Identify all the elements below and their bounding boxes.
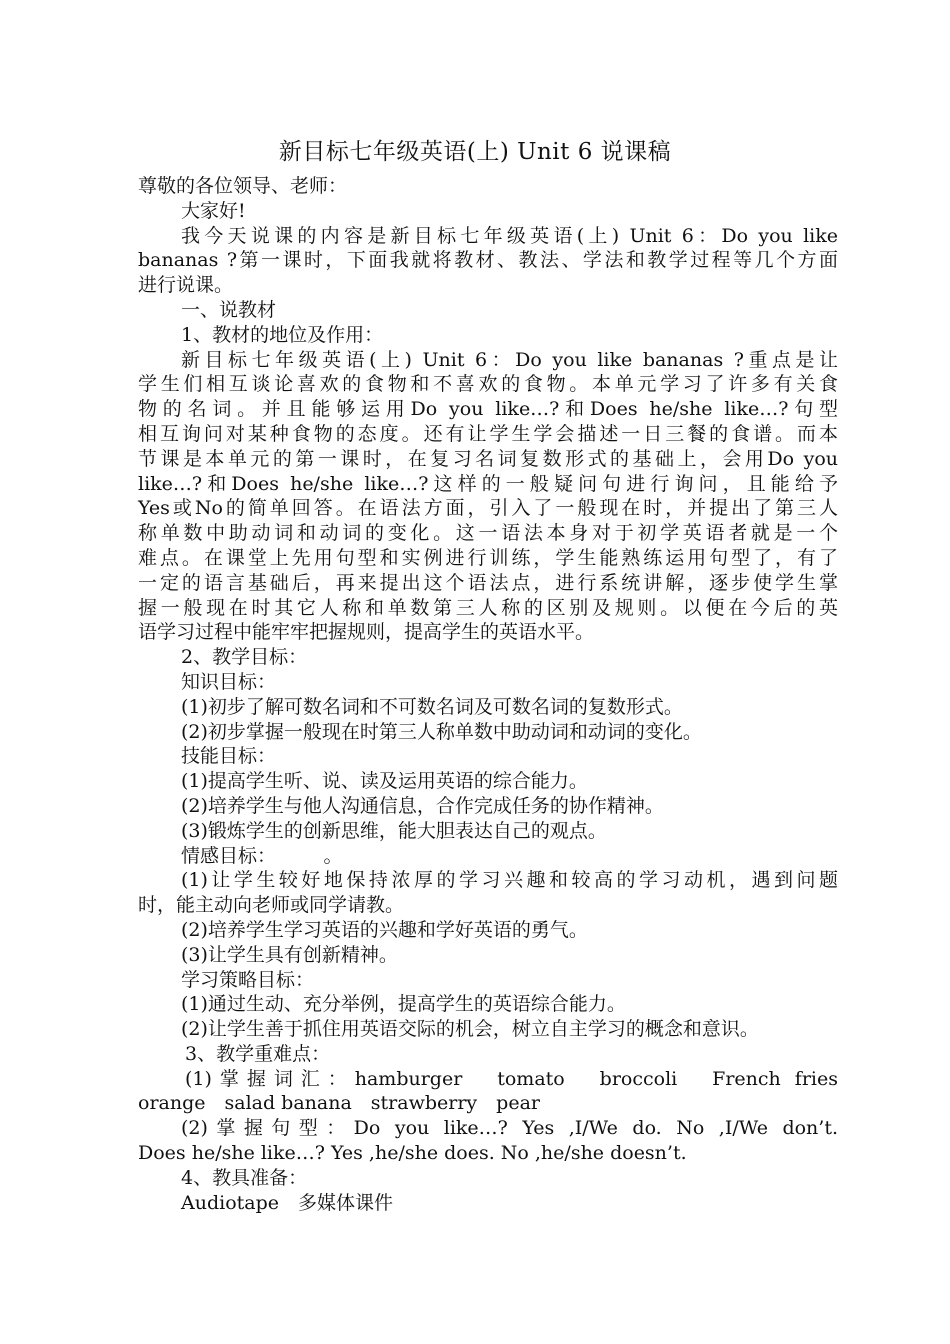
teaching-aids: Audiotape 多媒体课件 <box>181 1191 394 1214</box>
salutation: 尊敬的各位领导、老师： <box>138 175 348 197</box>
paragraph-line: 一定的语言基础后，再来提出这个语法点，进行系统讲解，逐步使学生掌 <box>138 571 838 594</box>
goal-item: (1)初步了解可数名词和不可数名词及可数名词的复数形式。 <box>181 695 683 718</box>
paragraph-line: 称单数中助动词和动词的变化。这一语法本身对于初学英语者就是一个 <box>138 522 838 545</box>
goal-item: (1)通过生动、充分举例，提高学生的英语综合能力。 <box>181 993 626 1016</box>
paragraph-line: Yes或No的简单回答。在语法方面，引入了一般现在时，并提出了第三人 <box>138 497 838 520</box>
goal-item-continued: 时，能主动向老师或同学请教。 <box>138 894 405 917</box>
key-point-item: (1)掌握词汇：hamburger tomato broccoli French fries <box>185 1067 838 1090</box>
paragraph-line: 握一般现在时其它人称和单数第三人称的区别及规则。以便在今后的英 <box>138 596 838 619</box>
goal-item: (3)让学生具有创新精神。 <box>181 943 398 966</box>
goal-item: (2)培养学生与他人沟通信息，合作完成任务的协作精神。 <box>181 794 664 817</box>
key-point-continued: orange salad banana strawberry pear <box>138 1092 540 1115</box>
subsection-heading: 4、教具准备： <box>181 1166 308 1189</box>
paragraph-line: 难点。在课堂上先用句型和实例进行训练，学生能熟练运用句型了，有了 <box>138 546 838 569</box>
goal-item: (3)锻炼学生的创新思维，能大胆表达自己的观点。 <box>181 819 607 842</box>
goal-heading: 知识目标： <box>181 670 277 693</box>
key-point-item: (2)掌握句型：Do you like…? Yes ,I/We do. No ,I/We don’t. <box>181 1117 838 1140</box>
goal-item: (1)让学生较好地保持浓厚的学习兴趣和较高的学习动机，遇到问题 <box>181 869 838 892</box>
goal-item: (2)让学生善于抓住用英语交际的机会，树立自主学习的概念和意识。 <box>181 1018 759 1041</box>
section-heading: 一、说教材 <box>181 298 277 321</box>
goal-item: (1)提高学生听、说、读及运用英语的综合能力。 <box>181 770 588 793</box>
paragraph-line: 进行说课。 <box>138 274 234 297</box>
paragraph-line: 物的名词。并且能够运用Do you like…?和Does he/she like…?句型 <box>138 398 838 421</box>
paragraph-line: 语学习过程中能牢牢把握规则，提高学生的英语水平。 <box>138 621 595 644</box>
goal-heading: 技能目标： <box>181 745 277 768</box>
document-title: 新目标七年级英语(上) Unit 6 说课稿 <box>278 139 672 165</box>
subsection-heading: 3、教学重难点： <box>185 1042 331 1065</box>
key-point-continued: Does he/she like…? Yes ,he/she does. No ,he/she doesn’t. <box>138 1142 687 1165</box>
goal-item: (2)初步掌握一般现在时第三人称单数中助动词和动词的变化。 <box>181 720 702 743</box>
paragraph-line: bananas ?第一课时，下面我就将教材、教法、学法和教学过程等几个方面 <box>138 249 838 272</box>
paragraph-line: 节课是本单元的第一课时，在复习名词复数形式的基础上，会用Do you <box>138 447 838 470</box>
document-body <box>138 174 838 1215</box>
paragraph-line: 学生们相互谈论喜欢的食物和不喜欢的食物。本单元学习了许多有关食 <box>138 373 838 396</box>
paragraph-line: like…?和Does he/she like…?这样的一般疑问句进行询问，且能给予 <box>138 472 838 495</box>
goal-item: (2)培养学生学习英语的兴趣和学好英语的勇气。 <box>181 918 588 941</box>
greeting: 大家好! <box>181 199 246 222</box>
subsection-heading: 1、教材的地位及作用： <box>181 323 384 346</box>
goal-heading: 情感目标： 。 <box>181 844 343 867</box>
goal-heading: 学习策略目标： <box>181 968 315 991</box>
paragraph-line: 新目标七年级英语(上) Unit 6：Do you like bananas ?重点是让 <box>181 348 838 371</box>
paragraph-line: 我今天说课的内容是新目标七年级英语(上) Unit 6：Do you like <box>181 224 838 247</box>
paragraph-line: 相互询问对某种食物的态度。还有让学生学会描述一日三餐的食谱。而本 <box>138 422 838 445</box>
subsection-heading: 2、教学目标： <box>181 646 308 669</box>
